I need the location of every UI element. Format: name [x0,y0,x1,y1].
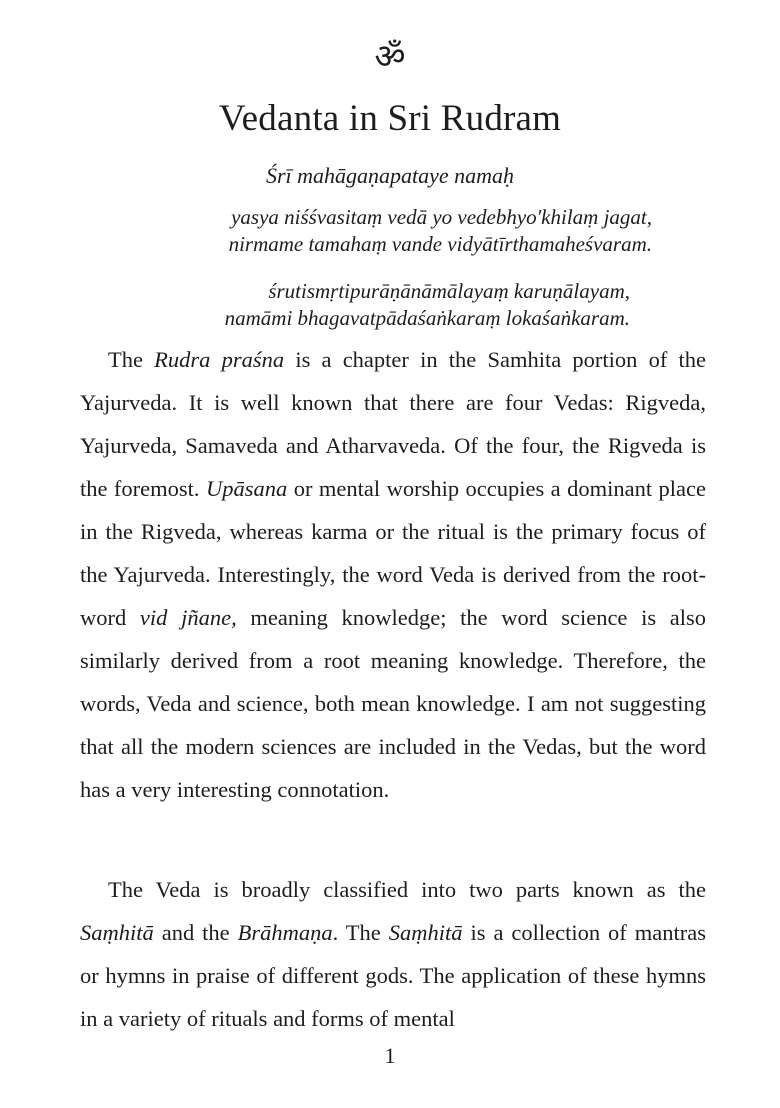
p1-italic-2: Upāsana [206,476,288,501]
verse-1 [100,204,652,258]
p2-italic-2: Brāhmaṇa [237,920,333,945]
page-number: 1 [384,1043,396,1068]
p2-text-1: The Veda is broadly classified into two parts known as the [108,877,706,902]
chapter-title: Vedanta in Sri Rudram [218,98,562,139]
verse-2-line-2: namāmi bhagavatpādaśaṅkaraṃ lokaśaṅkaram. [224,306,630,330]
p1-text-4: meaning knowledge; the word science is also similarly derived from a root meaning knowledge. Therefore, the words, Veda and science, both mean knowledge. I am not suggesting that all the modern sciences are included in the Vedas, but the word has a very interesting connotation. [80,605,707,802]
verse-1-line-1: yasya niśśvasitaṃ vedā yo vedebhyo'khilaṃ jagat, [231,205,652,229]
p1-italic-3: vid jñane, [139,605,237,630]
p2-text-4: is a collection of mantras or hymns in praise of different gods. The application of these hymns in a variety of rituals and forms of mental [80,920,706,1031]
verse-2 [100,278,630,332]
paragraph-2 [80,868,706,1040]
p1-italic-1: Rudra praśna [154,347,285,372]
p2-italic-1: Saṃhitā [80,920,154,945]
p2-italic-3: Saṃhitā [388,920,463,945]
p2-text-3: . The [332,920,389,945]
p2-text-2: and the [153,920,238,945]
p1-text-3: or mental worship occupies a dominant place in the Rigveda, whereas karma or the ritual is the primary focus of the Yajurveda. Interestingly, the word Veda is derived from the root-word [80,476,707,630]
p1-text-1: The [108,347,155,372]
paragraph-1 [80,338,706,811]
om-symbol: ॐ [374,39,406,76]
verse-1-line-2: nirmame tamahaṃ vande vidyātīrthamaheśvaram. [228,232,652,256]
verse-2-line-1: śrutismṛtipurāṇānāmālayaṃ karuṇālayam, [268,279,630,303]
invocation: Śrī mahāgaṇapataye namaḥ [265,163,515,188]
p1-text-2: is a chapter in the Samhita portion of the Yajurveda. It is well known that there are four Vedas: Rigveda, Yajurveda, Samaveda and Atharvaveda. Of the four, the Rigveda is the foremost. [80,347,706,501]
